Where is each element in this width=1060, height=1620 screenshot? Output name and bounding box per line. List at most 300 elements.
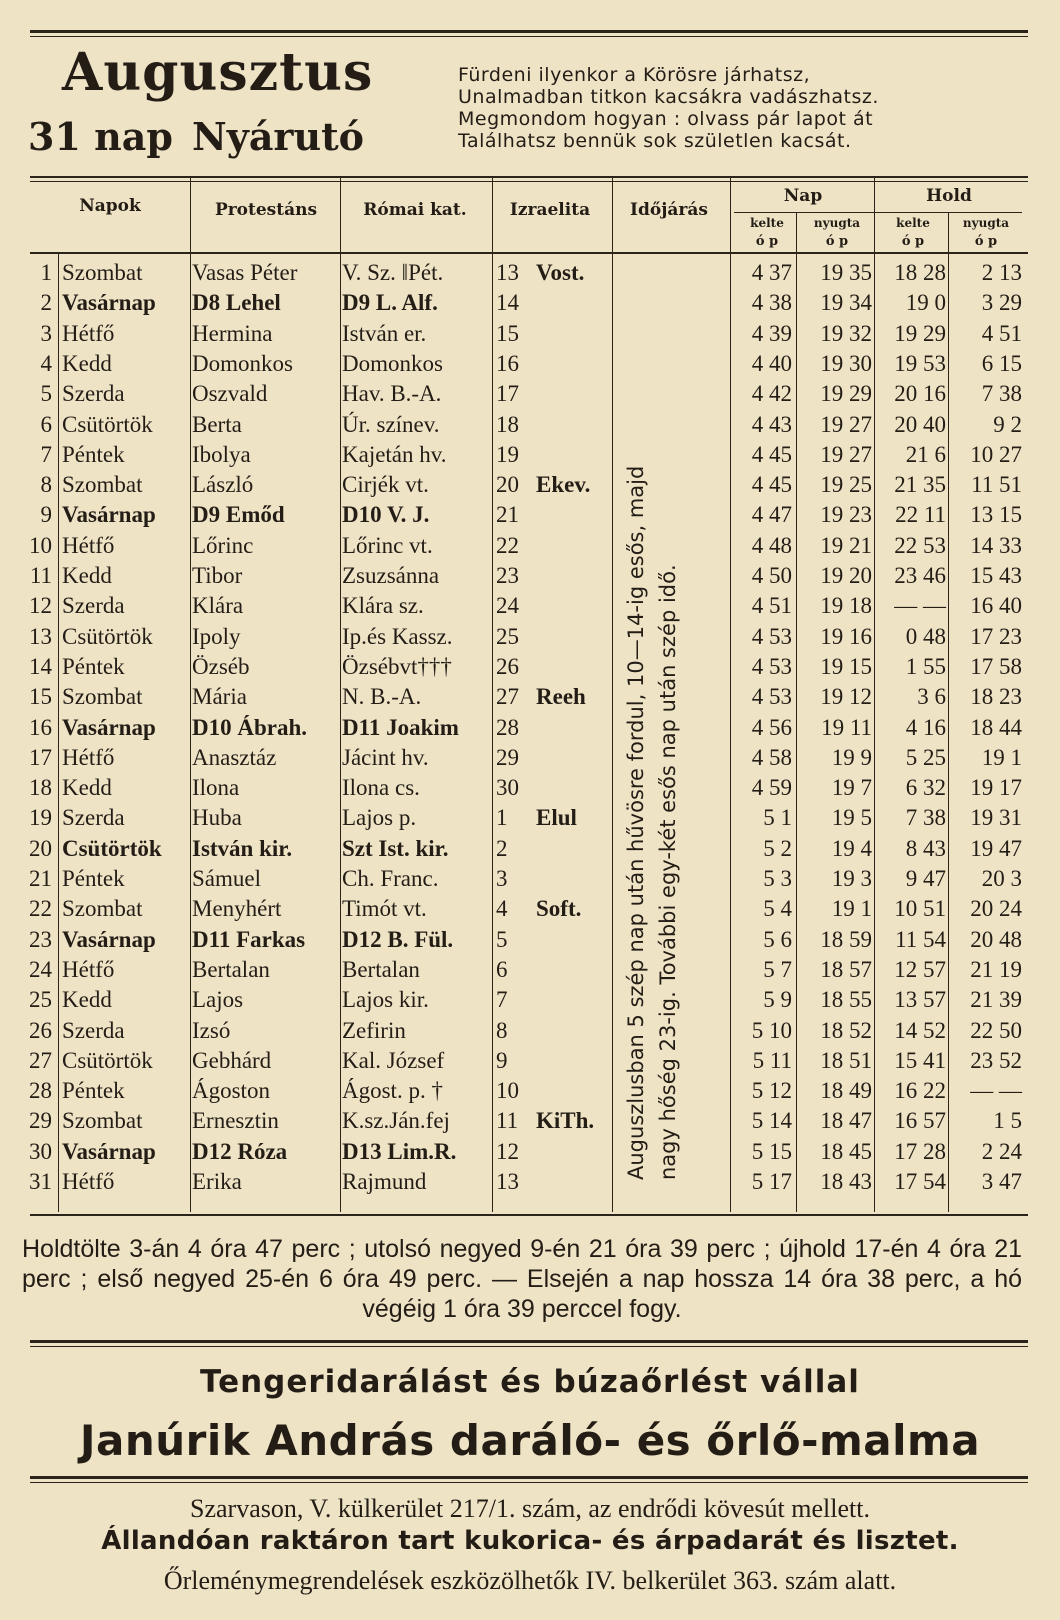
sunrise: 4 43 — [751, 411, 792, 437]
moonset: 4 51 — [981, 320, 1022, 346]
table-row — [0, 985, 1030, 1015]
sunset: 18 45 — [820, 1138, 872, 1164]
protestant-name: Erika — [192, 1169, 242, 1194]
catholic-name: Ilona cs. — [342, 775, 420, 801]
day-name: Szombat — [62, 260, 143, 285]
top-rule — [30, 30, 1028, 33]
protestant-name: Izsó — [192, 1017, 231, 1043]
jewish-date: 26 — [496, 653, 519, 679]
catholic-name: Zefirin — [342, 1017, 406, 1043]
moonrise: 22 11 — [895, 502, 946, 528]
catholic-name: Hav. B.-A. — [342, 381, 442, 407]
protestant-name: D11 Farkas — [192, 926, 306, 952]
protestant-name: Lőrinc — [192, 532, 254, 558]
moonrise: 10 51 — [894, 896, 946, 922]
sunset: 19 9 — [831, 744, 872, 770]
sunset: 19 35 — [820, 260, 872, 285]
day-name: Vasárnap — [62, 290, 156, 316]
catholic-name: D11 Joakim — [342, 714, 459, 740]
protestant-name: Ernesztin — [192, 1108, 279, 1134]
day-number: 21 — [29, 866, 52, 891]
sub-header-kelte: kelte — [750, 216, 784, 230]
header-rule-thin — [30, 181, 1028, 182]
catholic-name: Ch. Franc. — [342, 866, 439, 891]
verse-line: Találhatsz bennük sok születlen kacsát. — [458, 130, 852, 152]
jewish-holiday: KiTh. — [536, 1108, 595, 1134]
table-row — [0, 1076, 1030, 1106]
day-name: Szombat — [62, 1108, 143, 1134]
sunrise: 5 6 — [763, 926, 792, 952]
catholic-name: Lajos p. — [342, 805, 417, 831]
day-number: 22 — [29, 896, 52, 922]
moonset: 21 19 — [970, 956, 1022, 982]
moonrise: 7 38 — [905, 805, 946, 831]
moonrise: 14 52 — [894, 1017, 946, 1043]
catholic-name: Klára sz. — [342, 593, 424, 619]
day-name: Kedd — [62, 775, 112, 801]
ad-mid-rule-thin — [30, 1482, 1028, 1483]
table-row — [0, 379, 1030, 409]
jewish-holiday: Soft. — [536, 896, 582, 922]
table-row — [0, 288, 1030, 318]
sunrise: 4 59 — [751, 775, 792, 801]
header-bottom-rule — [30, 252, 1028, 254]
jewish-date: 18 — [496, 411, 519, 437]
sunrise: 5 14 — [751, 1108, 792, 1134]
moonset: 1 5 — [993, 1108, 1022, 1134]
sunset: 19 20 — [820, 563, 872, 588]
sub-header-op: ó p — [974, 234, 998, 249]
sunset: 19 21 — [820, 532, 872, 558]
day-name: Kedd — [62, 987, 112, 1013]
sunrise: 4 56 — [751, 714, 792, 740]
jewish-holiday: Ekev. — [536, 472, 591, 498]
day-name: Péntek — [62, 1078, 125, 1104]
protestant-name: Ilona — [192, 775, 240, 801]
jewish-date: 12 — [496, 1138, 519, 1164]
ad-address: Szarvason, V. külkerület 217/1. szám, az endrődi kövesút mellett. — [190, 1494, 870, 1523]
table-row — [0, 410, 1030, 440]
sunset: 19 12 — [820, 684, 872, 710]
protestant-name: Anasztáz — [192, 744, 277, 770]
protestant-name: István kir. — [192, 835, 293, 861]
jewish-date: 2 — [496, 835, 508, 861]
moonset: 9 2 — [993, 411, 1022, 437]
protestant-name: Ágoston — [192, 1078, 270, 1104]
moonrise: 20 40 — [894, 411, 946, 437]
day-name: Kedd — [62, 563, 112, 588]
moonset: 19 31 — [970, 805, 1022, 831]
moonset: 18 23 — [970, 684, 1022, 710]
day-name: Csütörtök — [62, 411, 153, 437]
moonset: 6 15 — [981, 350, 1022, 376]
sub-header-rule — [734, 212, 1022, 213]
moonset: 20 3 — [981, 866, 1022, 891]
jewish-date: 17 — [496, 381, 519, 407]
jewish-date: 7 — [496, 987, 508, 1013]
moonset: 20 48 — [970, 926, 1022, 952]
jewish-date: 20 — [496, 472, 519, 498]
sub-header-kelte: kelte — [896, 216, 930, 230]
sunrise: 4 39 — [751, 320, 792, 346]
moonrise: 0 48 — [905, 623, 946, 649]
day-name: Szombat — [62, 684, 143, 710]
sunrise: 4 38 — [751, 290, 792, 316]
catholic-name: D13 Lim.R. — [342, 1138, 457, 1164]
table-row — [0, 440, 1030, 470]
protestant-name: Tibor — [192, 563, 243, 588]
sunrise: 5 15 — [751, 1138, 792, 1164]
table-row — [0, 470, 1030, 500]
protestant-name: D8 Lehel — [192, 290, 281, 316]
day-number: 30 — [29, 1138, 52, 1164]
sunset: 19 27 — [820, 441, 872, 467]
sunset: 18 55 — [820, 987, 872, 1013]
day-number: 17 — [29, 744, 52, 770]
protestant-name: Oszvald — [192, 381, 268, 407]
sub-header-nyugta: nyugta — [813, 216, 861, 230]
day-name: Szerda — [62, 381, 125, 407]
catholic-name: K.sz.Ján.fej — [342, 1108, 450, 1134]
jewish-date: 8 — [496, 1017, 508, 1043]
protestant-name: Sámuel — [192, 866, 261, 891]
jewish-date: 1 — [496, 805, 508, 831]
day-number: 28 — [29, 1078, 52, 1104]
table-row — [0, 894, 1030, 924]
table-row — [0, 622, 1030, 652]
catholic-name: D10 V. J. — [342, 502, 430, 528]
protestant-name: Huba — [192, 805, 242, 831]
jewish-date: 3 — [496, 866, 508, 891]
sunrise: 5 9 — [763, 987, 792, 1013]
protestant-name: László — [192, 472, 254, 498]
table-row — [0, 561, 1030, 591]
moonrise: 19 53 — [894, 350, 946, 376]
moonset: 14 33 — [970, 532, 1022, 558]
catholic-name: V. Sz. ‖Pét. — [342, 260, 444, 285]
moonrise: 19 0 — [905, 290, 946, 316]
jewish-date: 23 — [496, 563, 519, 588]
jewish-date: 19 — [496, 441, 519, 467]
day-name: Hétfő — [62, 1169, 115, 1194]
protestant-name: Berta — [192, 411, 242, 437]
day-number: 27 — [29, 1047, 52, 1073]
day-number: 18 — [29, 775, 52, 801]
sunrise: 4 58 — [751, 744, 792, 770]
catholic-name: Domonkos — [342, 350, 443, 376]
table-row — [0, 1137, 1030, 1167]
table-row — [0, 743, 1030, 773]
moonset: 21 39 — [970, 987, 1022, 1013]
sunset: 19 25 — [820, 472, 872, 498]
protestant-name: D9 Emőd — [192, 502, 285, 528]
day-number: 1 — [40, 260, 52, 285]
top-rule-thin — [30, 36, 1028, 37]
protestant-name: Lajos — [192, 987, 244, 1013]
ad-headline: Tengeridarálást és búzaőrlést vállal — [200, 1364, 860, 1400]
sunset: 19 34 — [820, 290, 872, 316]
sub-header-nyugta: nyugta — [962, 216, 1010, 230]
moonset: 3 47 — [981, 1169, 1022, 1194]
table-row — [0, 500, 1030, 530]
protestant-name: D12 Róza — [192, 1138, 288, 1164]
moonset: 19 47 — [970, 835, 1022, 861]
catholic-name: N. B.-A. — [342, 684, 422, 710]
day-name: Szerda — [62, 805, 125, 831]
jewish-date: 29 — [496, 744, 519, 770]
moonset: 23 52 — [970, 1047, 1022, 1073]
sunrise: 4 53 — [751, 653, 792, 679]
moonset: 7 38 — [981, 381, 1022, 407]
day-number: 24 — [29, 956, 52, 982]
col-header-idojaras: Időjárás — [630, 200, 708, 220]
day-number: 14 — [29, 653, 52, 679]
day-name: Péntek — [62, 866, 125, 891]
catholic-name: Lőrinc vt. — [342, 532, 433, 558]
protestant-name: Hermina — [192, 320, 273, 346]
ad-top-rule — [30, 1340, 1028, 1343]
protestant-name: D10 Ábrah. — [192, 714, 308, 740]
sunset: 19 4 — [831, 835, 872, 861]
protestant-name: Özséb — [192, 653, 250, 679]
moonset: 19 1 — [981, 744, 1022, 770]
weather-line: Auguszlusban 5 szép nap után hűvösre fordul, 10—14-ig esős, majd — [624, 465, 648, 1180]
catholic-name: Bertalan — [342, 956, 420, 982]
table-row — [0, 773, 1030, 803]
moonset: 22 50 — [970, 1017, 1022, 1043]
verse-line: Unalmadban titkon kacsákra vadászhatsz. — [458, 86, 879, 108]
jewish-date: 22 — [496, 532, 519, 558]
day-name: Vasárnap — [62, 714, 156, 740]
jewish-date: 24 — [496, 593, 519, 619]
moon-phases-note: Holdtölte 3-án 4 óra 47 perc ; utolsó negyed 9-én 21 óra 39 perc ; újhold 17-én 4 óra 21 perc ; első negyed 25-én 6 óra 49 perc. — Elsején a nap hossza 14 óra 38 perc, a hó végéig 1 óra 39 perccel fogy. — [22, 1235, 1022, 1323]
day-number: 29 — [29, 1108, 52, 1134]
jewish-holiday: Reeh — [536, 684, 586, 710]
sub-header-op: ó p — [901, 234, 925, 249]
jewish-holiday: Elul — [536, 805, 577, 831]
day-number: 5 — [40, 381, 52, 407]
day-number: 11 — [29, 563, 52, 588]
moonrise: 9 47 — [905, 866, 946, 891]
jewish-date: 27 — [496, 684, 519, 710]
sunrise: 4 37 — [751, 260, 792, 285]
moonset: 15 43 — [970, 563, 1022, 588]
sunset: 19 29 — [820, 381, 872, 407]
protestant-name: Vasas Péter — [192, 260, 298, 285]
day-name: Csütörtök — [62, 623, 153, 649]
day-name: Hétfő — [62, 956, 115, 982]
sunrise: 4 53 — [751, 623, 792, 649]
protestant-name: Domonkos — [192, 350, 293, 376]
catholic-name: István er. — [342, 320, 427, 346]
protestant-name: Ipoly — [192, 623, 241, 649]
col-header-nap: Nap — [783, 186, 823, 206]
table-row — [0, 864, 1030, 894]
catholic-name: Timót vt. — [342, 896, 427, 922]
day-number: 12 — [29, 593, 52, 619]
catholic-name: Kal. József — [342, 1047, 445, 1073]
sunset: 18 57 — [820, 956, 872, 982]
sunrise: 5 10 — [751, 1017, 792, 1043]
ad-mid-rule — [30, 1476, 1028, 1479]
table-row — [0, 834, 1030, 864]
day-name: Csütörtök — [62, 1047, 153, 1073]
day-number: 25 — [29, 987, 52, 1013]
day-number: 16 — [29, 714, 52, 740]
jewish-date: 16 — [496, 350, 519, 376]
sunrise: 5 1 — [763, 805, 792, 831]
moonrise: 23 46 — [894, 563, 946, 588]
sunset: 19 11 — [821, 714, 872, 740]
sunset: 19 1 — [831, 896, 872, 922]
catholic-name: Ágost. p. † — [342, 1078, 443, 1104]
jewish-date: 4 — [496, 896, 508, 922]
table-row — [0, 713, 1030, 743]
sunset: 19 15 — [820, 653, 872, 679]
moonrise: 22 53 — [894, 532, 946, 558]
table-row — [0, 1016, 1030, 1046]
season-name: Nyárutó — [192, 114, 364, 159]
day-name: Péntek — [62, 441, 125, 467]
day-number: 7 — [40, 441, 52, 467]
days-count: 31 nap — [28, 114, 173, 159]
table-row — [0, 955, 1030, 985]
jewish-date: 25 — [496, 623, 519, 649]
sunset: 19 32 — [820, 320, 872, 346]
moonrise: 19 29 — [894, 320, 946, 346]
table-row — [0, 258, 1030, 288]
moonrise: 3 6 — [917, 684, 946, 710]
jewish-date: 14 — [496, 290, 519, 316]
day-name: Péntek — [62, 653, 125, 679]
verse-line: Megmondom hogyan : olvass pár lapot át — [458, 108, 874, 130]
moonset: 16 40 — [970, 593, 1022, 619]
table-row — [0, 319, 1030, 349]
table-row — [0, 925, 1030, 955]
sunset: 18 59 — [820, 926, 872, 952]
moonrise: 20 16 — [894, 381, 946, 407]
protestant-name: Bertalan — [192, 956, 270, 982]
moonset: 10 27 — [970, 441, 1022, 467]
jewish-date: 9 — [496, 1047, 508, 1073]
sunrise: 4 51 — [751, 593, 792, 619]
moonset: 2 24 — [981, 1138, 1022, 1164]
moonset: 11 51 — [971, 472, 1022, 498]
table-row — [0, 803, 1030, 833]
protestant-name: Klára — [192, 593, 244, 619]
catholic-name: Özsébvt††† — [342, 653, 452, 679]
moonrise: 11 54 — [895, 926, 946, 952]
moonrise: 1 55 — [905, 653, 946, 679]
sub-header-op: ó p — [755, 234, 779, 249]
sunset: 18 47 — [820, 1108, 872, 1134]
moonset: 17 23 — [970, 623, 1022, 649]
table-row — [0, 1167, 1030, 1197]
moonset: 20 24 — [970, 896, 1022, 922]
moonrise: 5 25 — [905, 744, 946, 770]
jewish-date: 21 — [496, 502, 519, 528]
moonrise: 18 28 — [894, 260, 946, 285]
day-name: Szerda — [62, 593, 125, 619]
moonset: 3 29 — [981, 290, 1022, 316]
sunset: 18 51 — [820, 1047, 872, 1073]
weather-line: nagy hőség 23-ig. További egy-két esős nap után szép idő. — [656, 564, 680, 1180]
jewish-date: 13 — [496, 260, 519, 285]
sunrise: 4 42 — [751, 381, 792, 407]
day-number: 13 — [29, 623, 52, 649]
jewish-holiday: Vost. — [536, 260, 585, 285]
day-number: 26 — [29, 1017, 52, 1043]
catholic-name: Úr. színev. — [342, 411, 440, 437]
day-name: Vasárnap — [62, 502, 156, 528]
table-row — [0, 531, 1030, 561]
sunrise: 5 11 — [752, 1047, 792, 1073]
table-row — [0, 652, 1030, 682]
moonset: 19 17 — [970, 775, 1022, 801]
day-name: Vasárnap — [62, 926, 156, 952]
sunrise: 5 17 — [751, 1169, 792, 1194]
moonrise: 17 28 — [894, 1138, 946, 1164]
day-number: 31 — [29, 1169, 52, 1194]
protestant-name: Mária — [192, 684, 247, 710]
moonset: — — — [970, 1078, 1022, 1104]
catholic-name: Ip.és Kassz. — [342, 623, 453, 649]
moonset: 13 15 — [970, 502, 1022, 528]
header-rule — [30, 176, 1028, 178]
moonrise: 13 57 — [894, 987, 946, 1013]
sunset: 19 23 — [820, 502, 872, 528]
sunset: 19 16 — [820, 623, 872, 649]
moonrise: 8 43 — [905, 835, 946, 861]
col-header-romai: Római kat. — [363, 200, 467, 220]
moonrise: 6 32 — [905, 775, 946, 801]
day-name: Vasárnap — [62, 1138, 156, 1164]
col-header-protestans: Protestáns — [214, 200, 318, 220]
day-name: Kedd — [62, 350, 112, 376]
day-name: Szombat — [62, 896, 143, 922]
catholic-name: Kajetán hv. — [342, 441, 447, 467]
day-number: 8 — [40, 472, 52, 498]
jewish-date: 15 — [496, 320, 519, 346]
moonrise: 16 57 — [894, 1108, 946, 1134]
catholic-name: D12 B. Fül. — [342, 926, 454, 952]
jewish-date: 13 — [496, 1169, 519, 1194]
col-header-napok: Napok — [79, 196, 141, 216]
jewish-date: 28 — [496, 714, 519, 740]
day-name: Szerda — [62, 1017, 125, 1043]
day-number: 3 — [40, 320, 52, 346]
ad-business-name: Janúrik András daráló- és őrlő-malma — [79, 1416, 981, 1465]
sunset: 18 49 — [820, 1078, 872, 1104]
sunrise: 4 50 — [751, 563, 792, 588]
sunrise: 5 7 — [763, 956, 792, 982]
jewish-date: 11 — [496, 1108, 519, 1134]
col-header-izraelita: Izraelita — [509, 200, 591, 220]
moonrise: — — — [894, 593, 946, 619]
jewish-date: 6 — [496, 956, 508, 982]
sunset: 18 43 — [820, 1169, 872, 1194]
catholic-name: Cirjék vt. — [342, 472, 429, 498]
day-number: 20 — [29, 835, 52, 861]
ad-top-rule-thin — [30, 1346, 1028, 1347]
day-number: 23 — [29, 926, 52, 952]
table-row — [0, 1106, 1030, 1136]
ad-stock: Állandóan raktáron tart kukorica- és árpadarát és lisztet. — [101, 1526, 959, 1556]
day-number: 4 — [40, 350, 52, 376]
day-number: 15 — [29, 684, 52, 710]
moonset: 17 58 — [970, 653, 1022, 679]
table-row — [0, 682, 1030, 712]
